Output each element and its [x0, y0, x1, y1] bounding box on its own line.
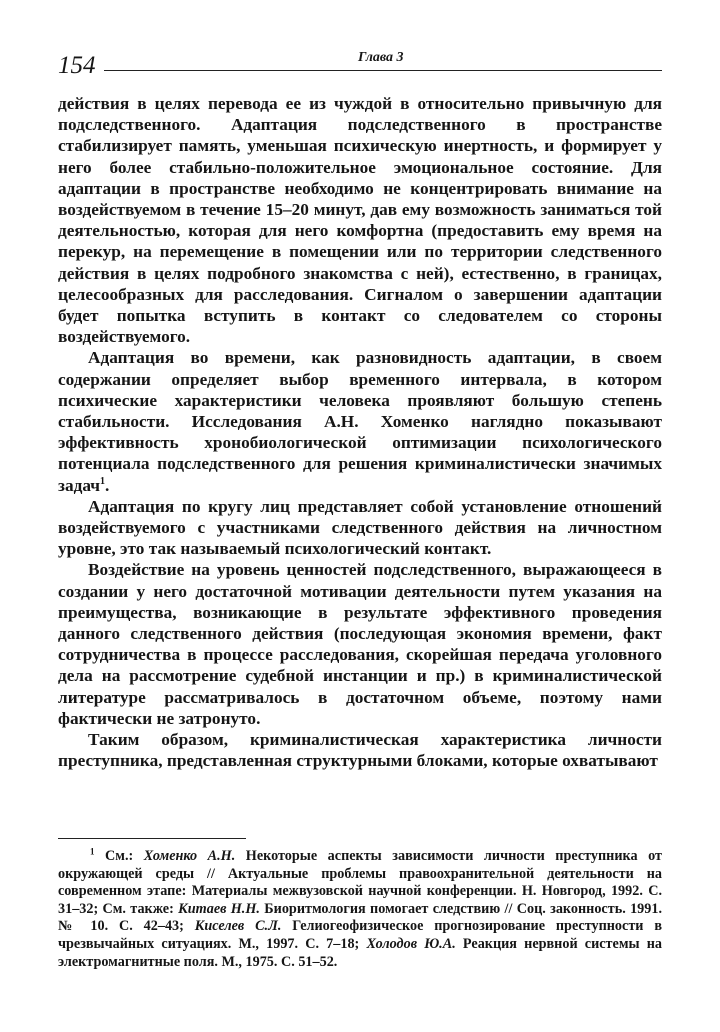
footnote-part: Реакция нервной системы на электромагнитные поля. М., 1975. С. 51–52.	[58, 935, 662, 970]
paragraph: Адаптация во времени, как разновидность адаптации, в своем содержании определяет выбор временного интервала, в котором психические характеристики человека проявляют большую степень стабильности. Исследования А.Н. Хоменко наглядно показывают эффективность хронобиологической оптимизации психологического потенциала подследственного для решения криминалистически значимых задач$^1$.	[58, 348, 662, 495]
footnote-part: См.:	[105, 848, 144, 864]
cited-author: Холодов Ю.А.	[366, 935, 456, 952]
cited-author: Китаев Н.Н.	[178, 900, 260, 917]
footnote-reference[interactable]: 1	[100, 475, 106, 487]
paragraph-text: Таким образом, криминалистическая характеристика личности преступника, представленная структурными блоками, которые охватывают	[58, 730, 662, 771]
page-header	[58, 44, 662, 84]
footnote-marker: 1	[90, 846, 95, 857]
footnote-separator	[58, 838, 246, 839]
header-rule	[104, 70, 662, 71]
paragraph-text: действия в целях перевода ее из чуждой в относительно привычную для подследственного. Адаптация подследственного в пространстве стабилизирует память, уменьшая психическую инертность, и формирует у него более стабильно-положительное эмоциональное состояние. Для адаптации в пространстве необходимо не концентрировать внимание на воздействуемом в течение 15–20 минут, дав ему возможность заниматься той деятельностью, которая для него комфортна (предоставить ему время на перекур, на перемещение в помещении или по территории следственного действия в целях подробного знакомства с ней), естественно, в границах, целесообразных для расследования. Сигналом о завершении адаптации будет попытка вступить в контакт со следователем со стороны воздействуемого.	[58, 94, 662, 347]
cited-author: Киселев С.Л.	[194, 918, 282, 935]
footnote-part: Биоритмология помогает следствию // Соц. законность. 1991. № 10. С. 42–43;	[58, 900, 662, 935]
footnote	[58, 848, 662, 971]
paragraph-text: Воздействие на уровень ценностей подследственного, выражающееся в создании у него достаточной мотивации деятельности путем указания на преимущества, возникающие в результате эффективного проведения данного следственного действия (последующая экономия времени, факт сотрудничества в процессе расследования, скорейшая передача уголовного дела на рассмотрение судебной инстанции и пр.) в криминалистической литературе рассматривалось в достаточном объеме, поэтому нами фактически не затронуто.	[58, 560, 662, 728]
footnote-part: Гелиогеофизическое прогнозирование преступности в чрезвычайных ситуациях. М., 1997. С. 7–18;	[58, 918, 662, 952]
paragraph-text: Адаптация по кругу лиц представляет собой установление отношений воздействуемого с участниками следственного действия на личностном уровне, это так называемый психологический контакт.	[58, 496, 662, 559]
paragraph	[58, 729, 662, 771]
footnote-part: Некоторые аспекты зависимости личности преступника от окружающей среды // Актуальные проблемы правоохранительной деятельности на современном этапе: Материалы межвузовской научной конференции. Н. Новгород, 1992. С. 31–32; См. также:	[58, 848, 662, 917]
body-text	[58, 93, 662, 772]
cited-author: Хоменко А.Н.	[143, 848, 236, 864]
paragraph	[58, 496, 662, 560]
paragraph	[58, 559, 662, 729]
chapter-title: Глава 3	[358, 50, 404, 65]
paragraph-text: Адаптация во времени, как разновидность адаптации, в своем содержании определяет выбор временного интервала, в котором психические характеристики человека проявляют большую степень стабильности. Исследования А.Н. Хоменко наглядно показывают эффективность хронобиологической оптимизации психологического потенциала подследственного для решения криминалистически значимых задач	[58, 348, 662, 495]
paragraph	[58, 93, 662, 347]
page-number: 154	[58, 52, 96, 79]
